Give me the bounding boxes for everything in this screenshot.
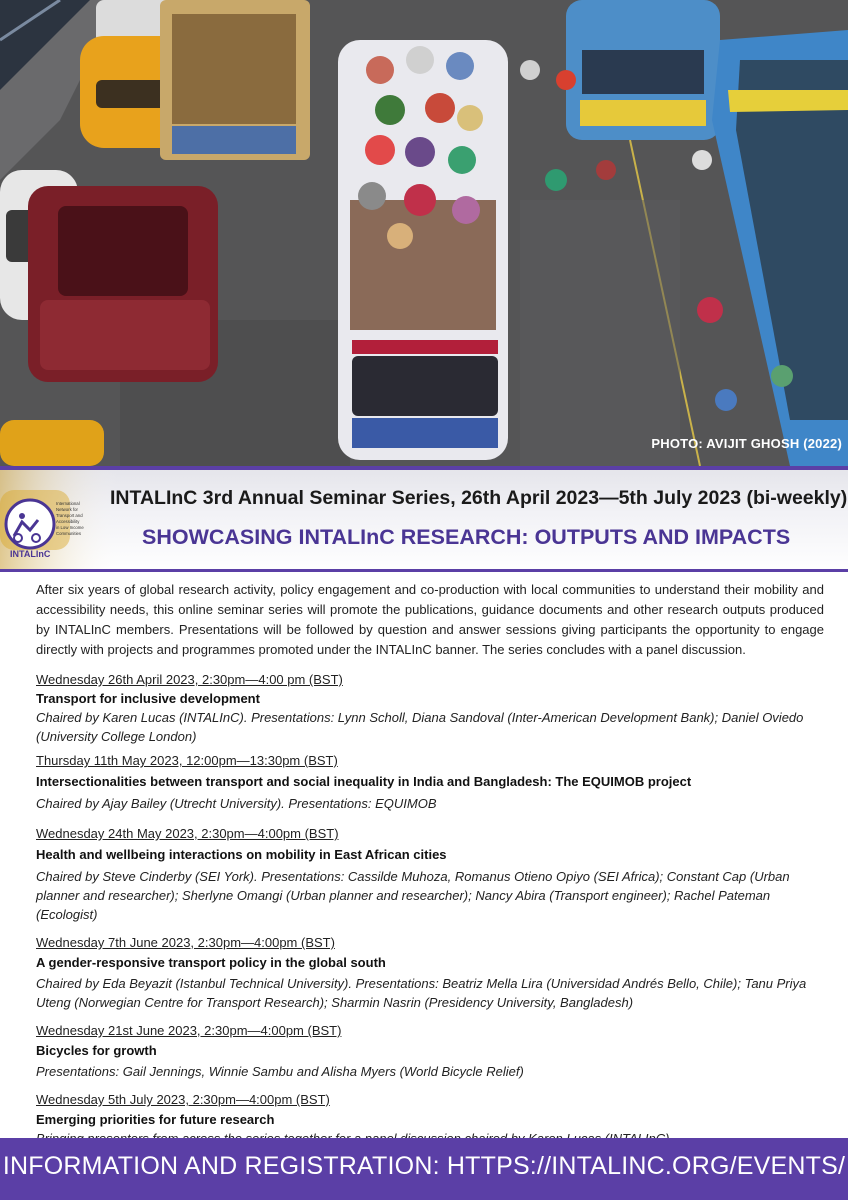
session-title: A gender-responsive transport policy in the global south [36, 955, 386, 970]
session-description: Chaired by Eda Beyazit (Istanbul Technical University). Presentations: Beatriz Mella Lira (Universidad Andrés Bello, Chile); Tanu Priya Uteng (Norwegian Centre for Transport Research); Sharmin Nasrin (Presidency University, Bangladesh) [36, 976, 807, 1010]
registration-footer [0, 1138, 848, 1200]
svg-text:Communities: Communities [56, 531, 82, 536]
series-subtitle: SHOWCASING INTALInC RESEARCH: OUTPUTS AND IMPACTS [142, 525, 791, 549]
banner-bottom-rule [0, 569, 848, 572]
svg-text:International: International [56, 501, 80, 506]
red-suv-shape [28, 186, 218, 382]
blue-bus-top-shape [566, 0, 720, 140]
title-banner [0, 466, 848, 572]
intro-paragraph: After six years of global research activity, policy engagement and co-production with local communities to understand their mobility and accessibility needs, this online seminar series will promote the publications, guidance documents and other research outputs produced by INTALInC members. Presentations will be followed by question and answer sessions giving participants the opportunity to engage directly with projects and programmes promoted under the INTALInC banner. The series concludes with a panel discussion. [36, 582, 824, 657]
header-photo [0, 0, 848, 466]
intalinc-logo [4, 494, 100, 560]
svg-text:Transport and: Transport and [56, 513, 83, 518]
session-description: Presentations: Gail Jennings, Winnie Sambu and Alisha Myers (World Bicycle Relief) [36, 1064, 524, 1079]
crowded-bus-shape [338, 40, 508, 460]
session-description: Chaired by Steve Cinderby (SEI York). Presentations: Cassilde Muhoza, Romanus Otieno Opiyo (SEI Africa); Constant Cap (Urban planner and researcher); Sherlyne Omangi (Urban planner and researcher); Nancy Abira (Transport engineer); Rachel Pateman (Ecologist) [36, 869, 790, 922]
session-date: Wednesday 21st June 2023, 2:30pm—4:00pm (BST) [36, 1023, 342, 1038]
session-3 [36, 825, 824, 924]
banner-top-rule [0, 466, 848, 470]
session-date: Wednesday 24th May 2023, 2:30pm—4:00pm (BST) [36, 826, 339, 841]
session-date: Wednesday 7th June 2023, 2:30pm—4:00pm (BST) [36, 935, 335, 950]
truck-shape [160, 0, 310, 160]
session-1 [36, 671, 824, 746]
street-scene-illustration [0, 0, 848, 466]
session-5 [36, 1022, 824, 1081]
session-title: Bicycles for growth [36, 1043, 157, 1058]
session-title: Emerging priorities for future research [36, 1112, 275, 1127]
session-date: Wednesday 26th April 2023, 2:30pm—4:00 pm (BST) [36, 672, 343, 687]
session-description: Chaired by Ajay Bailey (Utrecht University). Presentations: EQUIMOB [36, 796, 437, 811]
session-title: Health and wellbeing interactions on mobility in East African cities [36, 847, 447, 862]
svg-text:INTALInC: INTALInC [10, 549, 51, 559]
session-date: Wednesday 5th July 2023, 2:30pm—4:00pm (BST) [36, 1092, 330, 1107]
svg-text:Network for: Network for [56, 507, 78, 512]
session-date: Thursday 11th May 2023, 12:00pm—13:30pm (BST) [36, 753, 338, 768]
session-title: Intersectionalities between transport and social inequality in India and Bangladesh: The EQUIMOB project [36, 774, 692, 789]
photo-credit: PHOTO: AVIJIT GHOSH (2022) [651, 436, 842, 451]
main-content [36, 580, 824, 1148]
svg-text:Accessibility: Accessibility [56, 519, 80, 524]
session-description: Chaired by Karen Lucas (INTALInC). Presentations: Lynn Scholl, Diana Sandoval (Inter-American Development Bank); Daniel Oviedo (University College London) [36, 710, 804, 744]
session-title: Transport for inclusive development [36, 691, 260, 706]
svg-text:in Low Income: in Low Income [56, 525, 84, 530]
session-2 [36, 752, 824, 813]
series-title: INTALInC 3rd Annual Seminar Series, 26th April 2023—5th July 2023 (bi-weekly) [110, 487, 848, 509]
registration-link[interactable]: INFORMATION AND REGISTRATION: HTTPS://INTALINC.ORG/EVENTS/ [2, 1152, 846, 1180]
session-4 [36, 934, 824, 1012]
